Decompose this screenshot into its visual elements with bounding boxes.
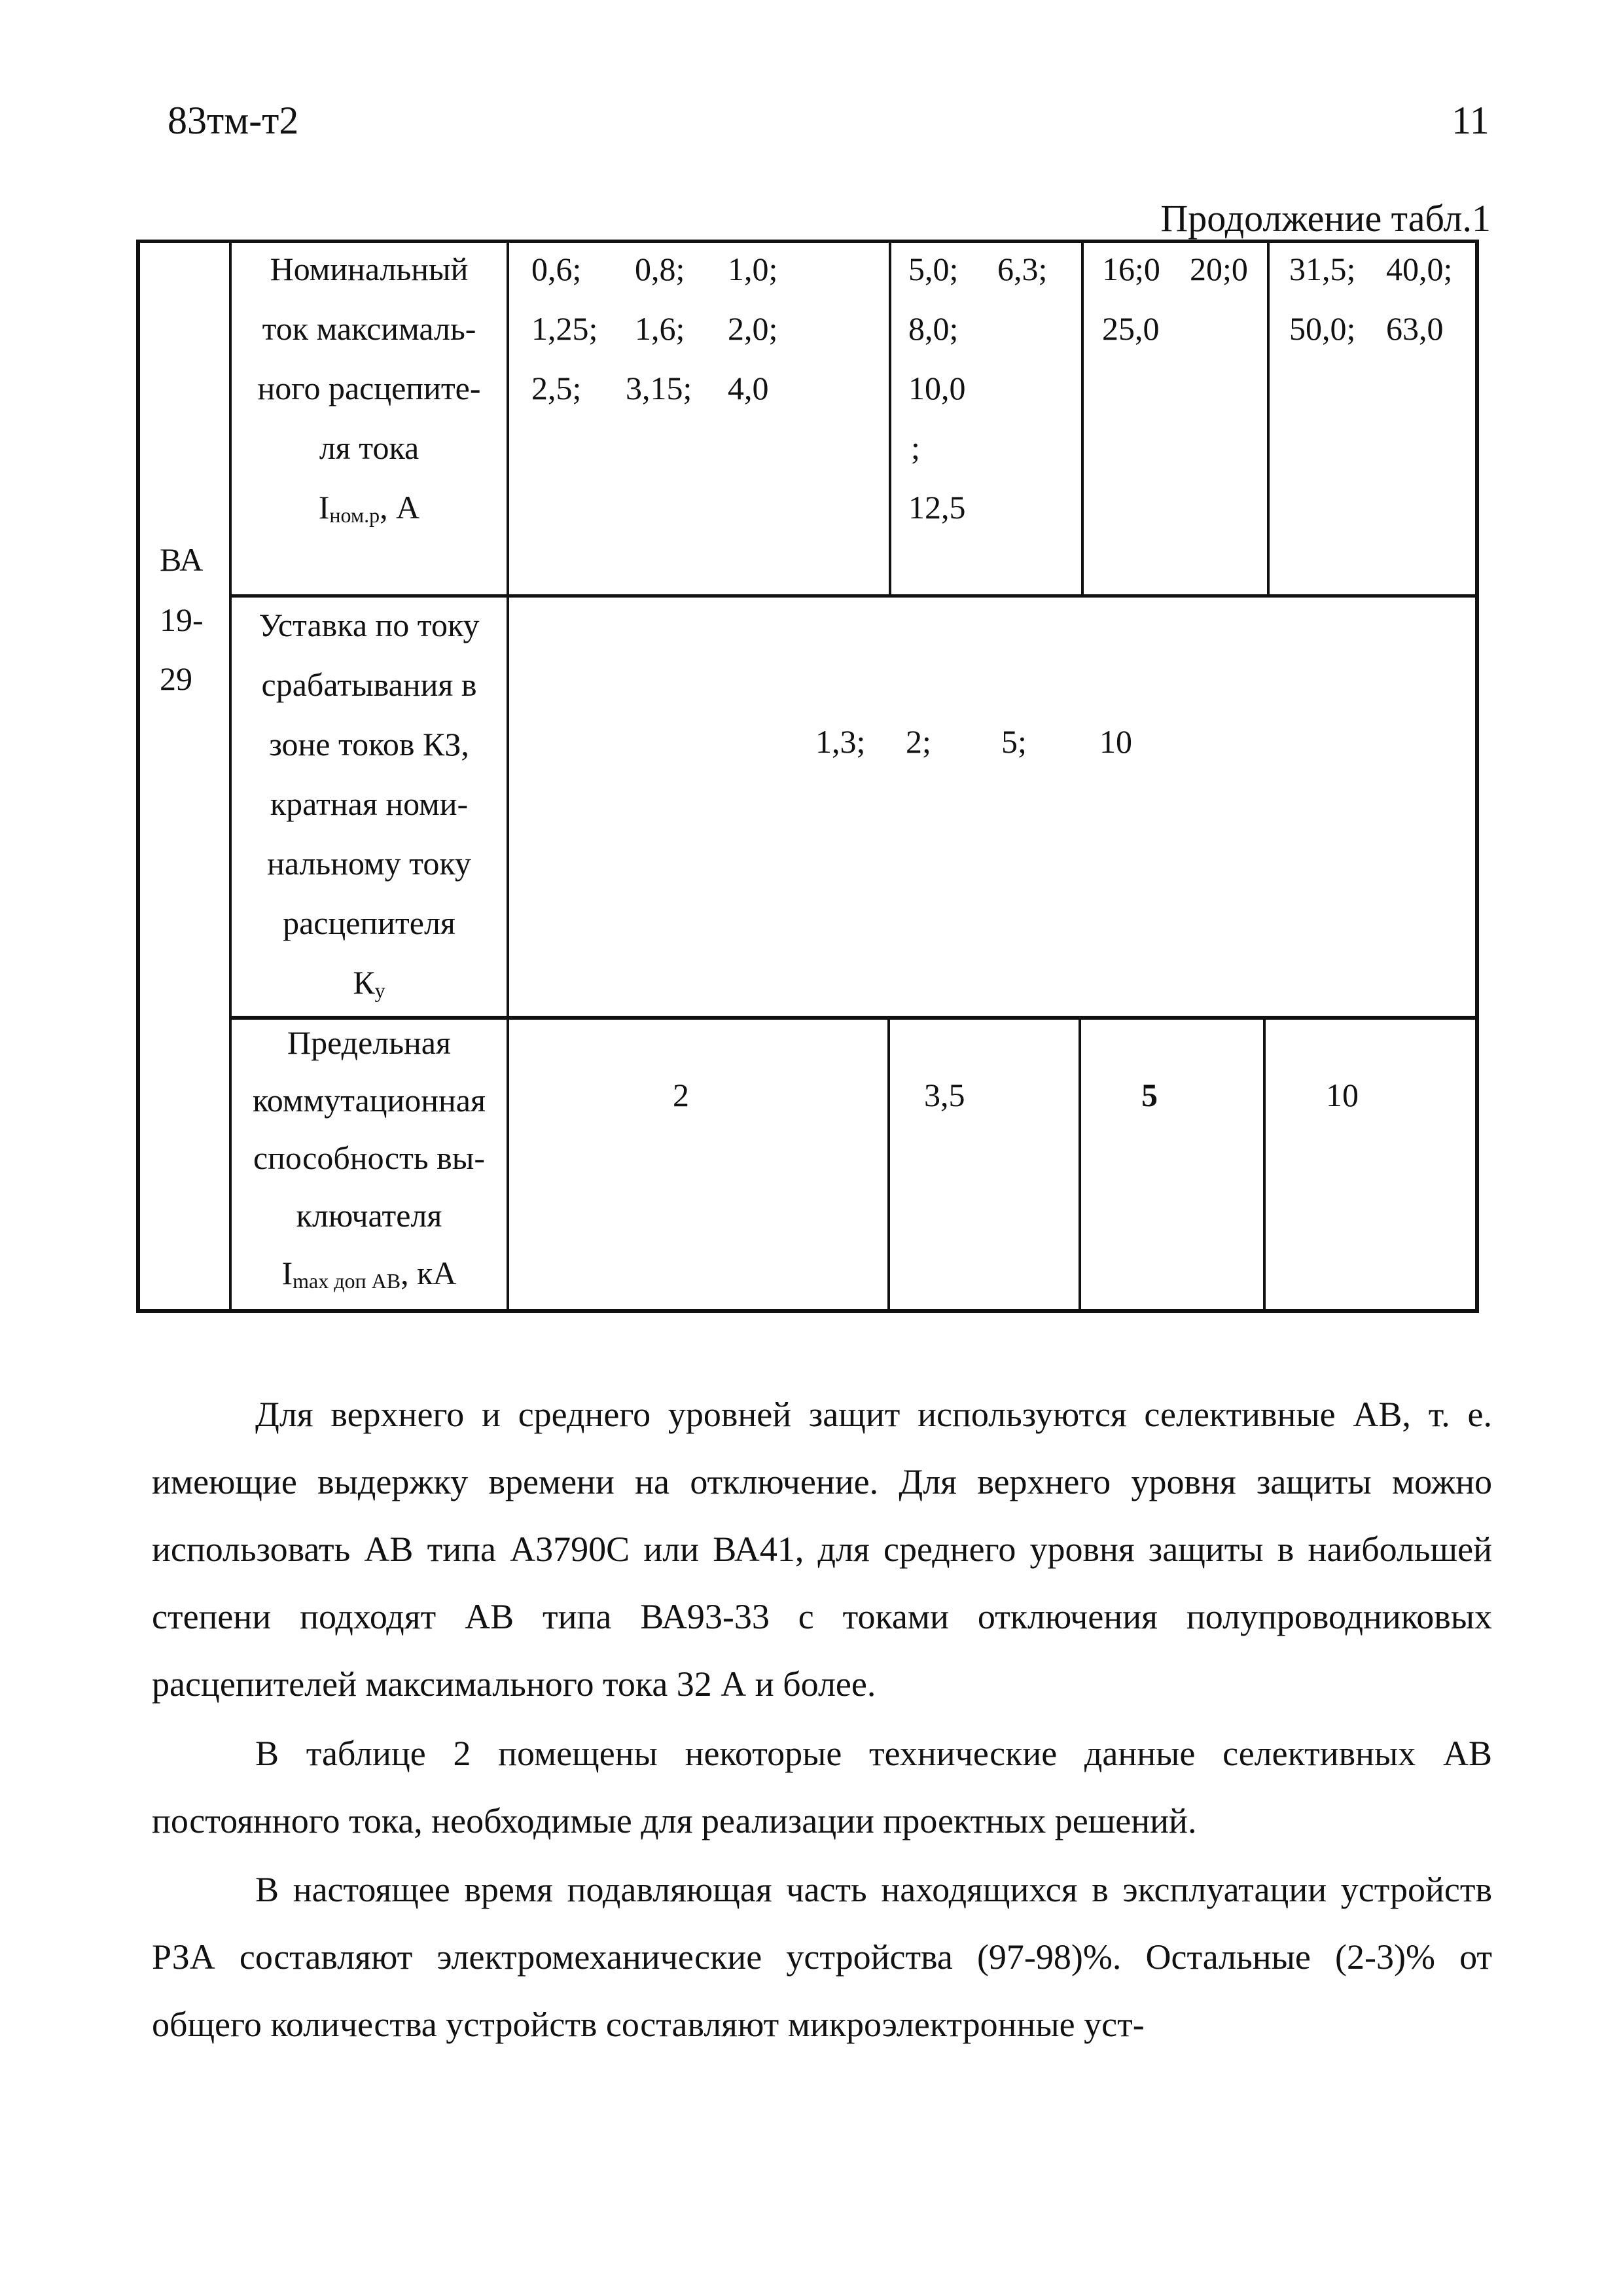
body-paragraph-2: В таблице 2 помещены некоторые технические данные селективных АВ постоянного тока, необходимые для реализации проектных решений.: [152, 1734, 1492, 1840]
row3-value: 5: [1141, 1077, 1158, 1113]
row3-value: 2: [673, 1077, 689, 1113]
specs-table: [136, 240, 1479, 1313]
row1-g4-value: 31,5;: [1289, 251, 1356, 287]
row2-value: 5;: [1001, 723, 1027, 760]
row1-g1-value: 0,8;: [635, 251, 685, 287]
row1-g1-value: 2,0;: [728, 310, 778, 347]
row1-g2-value: ;: [911, 429, 920, 466]
row2-label-line-4: кратная номи-: [270, 785, 469, 822]
row2-label-line-1: Уставка по току: [259, 607, 480, 643]
row1-g1-value: 3,15;: [626, 370, 692, 406]
row1-g1-value: 4,0: [728, 370, 769, 406]
table-divider-row3-c2: [1079, 1018, 1081, 1313]
row2-label-symbol: Ку: [353, 964, 385, 1002]
row2-value: 2;: [906, 723, 931, 760]
row1-g3-value: 20;0: [1190, 251, 1248, 287]
row1-g2-value: 12,5: [908, 489, 966, 526]
row2-label-line-2: срабатывания в: [261, 666, 477, 703]
table-divider-row1-c3: [1267, 240, 1270, 597]
row1-g1-value: 0,6;: [531, 251, 582, 287]
row1-g3-value: 25,0: [1102, 310, 1160, 347]
row1-g2-value: 8,0;: [908, 310, 959, 347]
table-divider-row1-c1: [889, 240, 891, 597]
row3-label-line-1: Предельная: [287, 1024, 451, 1061]
row1-label-line-3: ного расцепите-: [257, 370, 481, 406]
page-header-code: 83тм-т2: [168, 99, 299, 142]
row1-g2-value: 5,0;: [908, 251, 959, 287]
table-divider-row3-c3: [1263, 1018, 1266, 1313]
row2-value: 1,3;: [815, 723, 866, 760]
row1-label-line-4: ля тока: [319, 429, 419, 466]
row1-g4-value: 50,0;: [1289, 310, 1356, 347]
row3-label-line-4: ключателя: [296, 1197, 442, 1234]
row1-g1-value: 1,6;: [635, 310, 685, 347]
row1-g1-value: 1,25;: [531, 310, 598, 347]
table-divider-row1-c2: [1081, 240, 1084, 597]
row3-label-line-2: коммутационная: [253, 1082, 486, 1119]
page-number: 11: [1452, 99, 1489, 142]
table-divider-row3-c1: [887, 1018, 890, 1313]
body-paragraph-3: В настоящее время подавляющая часть находящихся в эксплуатации устройств РЗА составляют электромеханические устройства (97-98)%. Остальные (2-3)% от общего количества устройств составляют микроэлектронные уст-: [152, 1870, 1492, 2044]
body-paragraph-1: Для верхнего и среднего уровней защит используются селективные АВ, т. е. имеющие выдержку времени на отключение. Для верхнего уровня защиты можно использовать АВ типа А3790С или ВА41, для среднего уровня защиты в наибольшей степени подходят АВ типа ВА93-33 с токами отключения полупроводниковых расцепителей максимального тока 32 А и более.: [152, 1395, 1492, 1704]
row2-label-line-3: зоне токов КЗ,: [269, 726, 469, 762]
row2-value: 10: [1099, 723, 1132, 760]
row3-label-symbol: Imax доп АВ, кА: [281, 1255, 457, 1293]
row1-g2-value: 6,3;: [997, 251, 1048, 287]
row1-g4-value: 40,0;: [1386, 251, 1453, 287]
row1-g2-value: 10,0: [908, 370, 966, 406]
row1-g1-value: 1,0;: [728, 251, 778, 287]
row3-value: 10: [1326, 1077, 1359, 1113]
row1-label-symbol: Iном.р, А: [318, 489, 420, 527]
row2-label-line-6: расцепителя: [283, 905, 455, 941]
row1-g1-value: 2,5;: [531, 370, 582, 406]
device-type-line-2: 19-: [160, 601, 204, 638]
row3-label-line-3: способность вы-: [253, 1139, 486, 1176]
table-continuation-caption: Продолжение табл.1: [1160, 197, 1491, 240]
row1-label-line-2: ток максималь-: [262, 310, 476, 347]
row3-value: 3,5: [924, 1077, 965, 1113]
device-type-line-3: 29: [160, 660, 192, 697]
table-border-left: [136, 240, 140, 1313]
row2-label-line-5: нальному току: [267, 845, 471, 882]
row1-label-line-1: Номинальный: [270, 251, 469, 287]
table-divider-label-col: [507, 240, 509, 1313]
device-type-line-1: ВА: [160, 541, 204, 578]
row1-g3-value: 16;0: [1102, 251, 1160, 287]
table-border-right: [1475, 240, 1479, 1313]
row1-g4-value: 63,0: [1386, 310, 1444, 347]
